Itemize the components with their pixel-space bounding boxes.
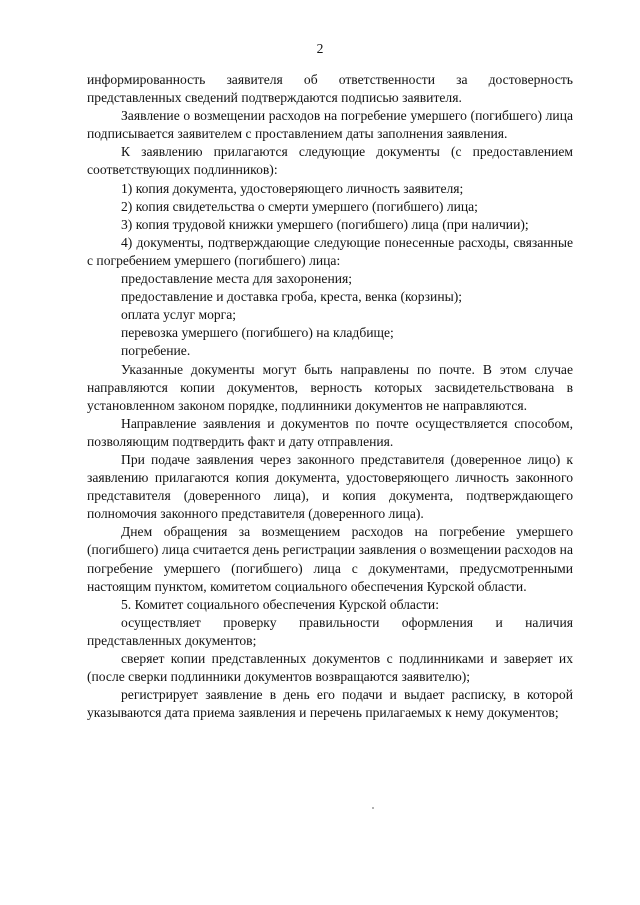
paragraph-mail-method: Направление заявления и документов по почте осуществляется способом, позволяющим подтвердить факт и дату отправления. xyxy=(87,415,573,449)
list-item-1: 1) копия документа, удостоверяющего личность заявителя; xyxy=(121,180,464,196)
expense-item: погребение. xyxy=(121,343,191,359)
paragraph-continuation: информированность заявителя об ответственности за достоверность представленных сведений подтверждаются подписью заявителя. xyxy=(87,72,573,106)
list-item-3: 3) копия трудовой книжки умершего (погибшего) лица (при наличии); xyxy=(121,216,529,232)
committee-duty: осуществляет проверку правильности оформления и наличия представленных документов; xyxy=(87,614,573,648)
document-body xyxy=(87,71,573,722)
expense-item: предоставление места для захоронения; xyxy=(121,271,353,287)
committee-duty: сверяет копии представленных документов с подлинниками и заверяет их (после сверки подлинники документов возвращаются заявителю); xyxy=(87,651,573,685)
committee-duty: регистрирует заявление в день его подачи и выдает расписку, в которой указываются дата приема заявления и перечень прилагаемых к нему документов; xyxy=(87,687,573,721)
section-5-heading: 5. Комитет социального обеспечения Курской области: xyxy=(121,596,439,612)
paragraph-application-date: Днем обращения за возмещением расходов на погребение умершего (погибшего) лица считается день регистрации заявления о возмещении расходов на погребение умершего (погибшего) лица с документами, предусмотренными настоящим пунктом, комитетом социального обеспечения Курской области. xyxy=(87,524,573,594)
list-item-4: 4) документы, подтверждающие следующие понесенные расходы, связанные с погребением умершего (погибшего) лица: xyxy=(87,234,573,268)
paragraph-mail-submission: Указанные документы могут быть направлены по почте. В этом случае направляются копии документов, верность которых засвидетельствована в установленном законом порядке, подлинники документов не направляются. xyxy=(87,361,573,413)
list-item-2: 2) копия свидетельства о смерти умершего (погибшего) лица; xyxy=(121,198,478,214)
scan-speck xyxy=(372,807,374,809)
paragraph-attached-documents: К заявлению прилагаются следующие документы (с предоставлением соответствующих подлинников): xyxy=(87,144,573,178)
page-number: 2 xyxy=(316,41,324,56)
paragraph-application-signature: Заявление о возмещении расходов на погребение умершего (погибшего) лица подписывается заявителем с проставлением даты заполнения заявления. xyxy=(87,108,573,142)
expense-item: предоставление и доставка гроба, креста, венка (корзины); xyxy=(121,289,463,305)
paragraph-representative: При подаче заявления через законного представителя (доверенное лицо) к заявлению прилагаются копия документа, удостоверяющего личность законного представителя (доверенного лица), и копия документа, подтверждающего полномочия законного представителя (доверенного лица). xyxy=(87,451,573,522)
expense-item: оплата услуг морга; xyxy=(121,307,237,323)
expense-item: перевозка умершего (погибшего) на кладбище; xyxy=(121,325,394,341)
